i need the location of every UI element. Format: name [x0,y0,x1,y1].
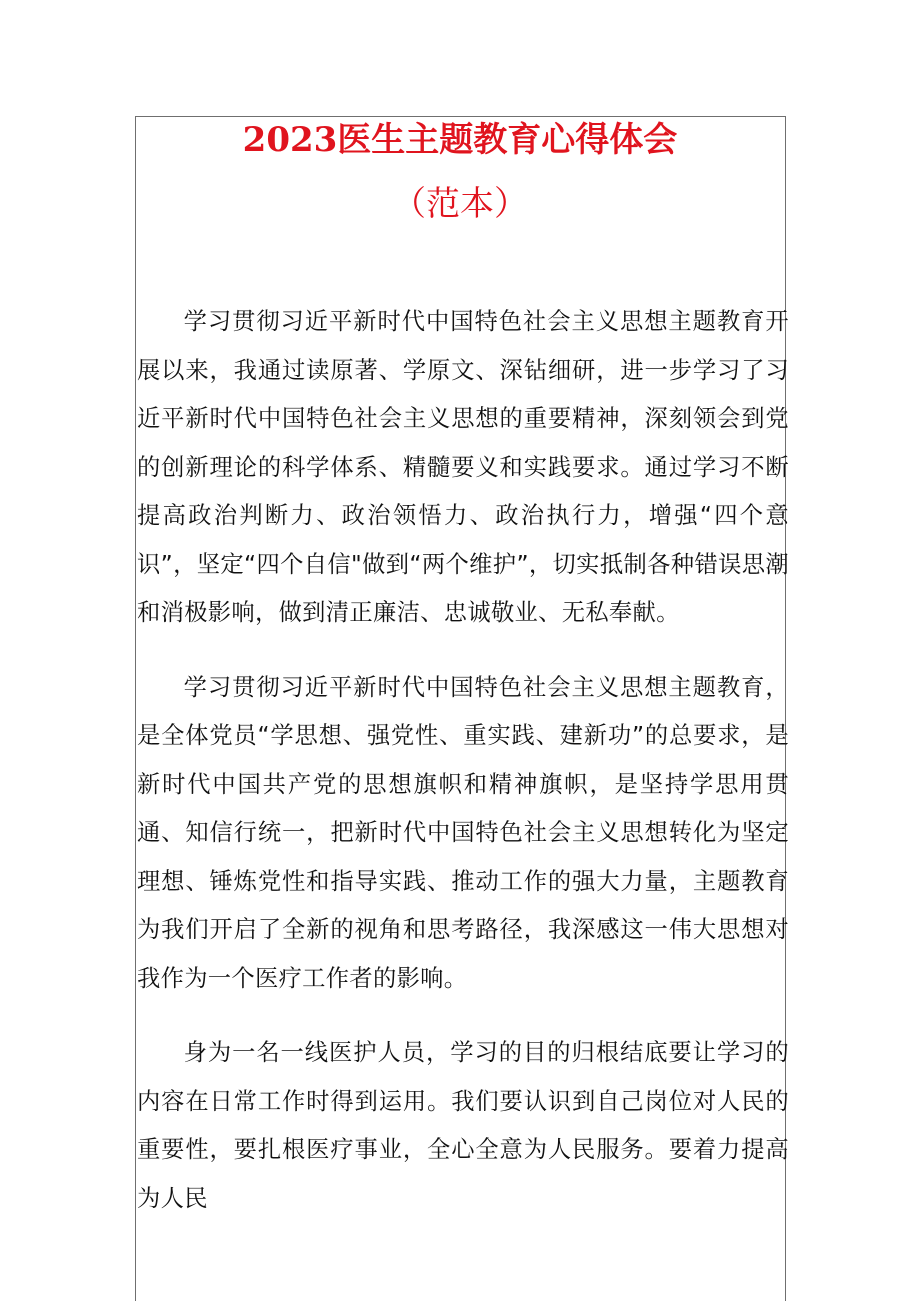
paragraph-2: 学习贯彻习近平新时代中国特色社会主义思想主题教育，是全体党员“学思想、强党性、重实践、建新功”的总要求，是新时代中国共产党的思想旗帜和精神旗帜，是坚持学思用贯通、知信行统一，把新时代中国特色社会主义思想转化为坚定理想、锤炼党性和指导实践、推动工作的强大力量，主题教育为我们开启了全新的视角和思考路径，我深感这一伟大思想对我作为一个医疗工作者的影响。 [137,673,789,992]
paragraph-3: 身为一名一线医护人员，学习的目的归根结底要让学习的内容在日常工作时得到运用。我们要认识到自己岗位对人民的重要性，要扎根医疗事业，全心全意为人民服务。要着力提高为人民 [137,1039,789,1212]
document-body [137,298,789,1249]
document-title: 2023医生主题教育心得体会 [242,120,678,160]
document-subtitle: （范本） [392,184,528,224]
paragraph-1: 学习贯彻习近平新时代中国特色社会主义思想主题教育开展以来，我通过读原著、学原文、深钻细研，进一步学习了习近平新时代中国特色社会主义思想的重要精神，深刻领会到党的创新理论的科学体系、精髓要义和实践要求。通过学习不断提高政治判断力、政治领悟力、政治执行力，增强“四个意识”，坚定“四个自信"做到“两个维护”，切实抵制各种错误思潮和消极影响，做到清正廉洁、忠诚敬业、无私奉献。 [137,308,789,626]
